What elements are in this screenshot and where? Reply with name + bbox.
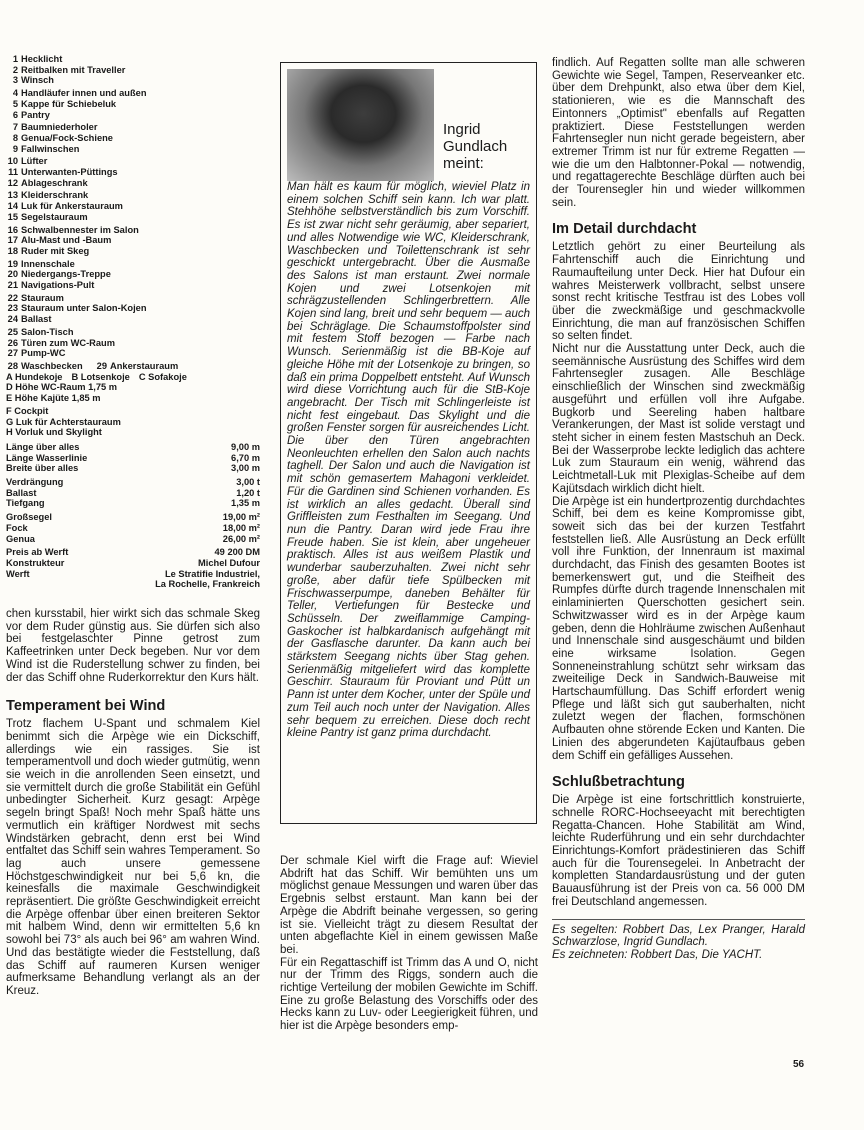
legend-number: 24 — [7, 314, 18, 325]
legend-number: 20 — [7, 269, 18, 280]
legend-group — [6, 190, 260, 222]
legend-number: 3 — [12, 75, 18, 86]
legend-number: 19 — [7, 258, 18, 269]
legend-letters-de: D Höhe WC-Raum 1,75 m E Höhe Kajüte 1,85 m — [6, 382, 118, 404]
legend-item — [6, 133, 260, 144]
legend-item — [6, 246, 260, 257]
spec-value: 9,00 m — [231, 441, 260, 452]
heading-temperament: Temperament bei Wind — [6, 698, 166, 715]
legend-item — [6, 348, 260, 359]
opinion-byline: Ingrid Gundlach meint: — [443, 121, 508, 172]
middle-p1: Der schmale Kiel wirft die Frage auf: Wieviel Abdrift hat das Schiff. Wir bemühten uns um möglichst genaue Messungen und waren über das Ergebnis selbst erstaunt. Man kann bei der Arpège die Abdrift beinahe vergessen, so gering ist sie. Vielleicht trägt zu diesem Resultat der unten abgeflachte Kiel in einem gewissen Maße bei. — [280, 855, 538, 956]
opinion-box — [280, 62, 537, 824]
legend-group — [6, 156, 260, 188]
legend-number: 6 — [12, 109, 18, 120]
legend — [6, 54, 260, 590]
legend-number: 17 — [7, 235, 18, 246]
spec-value: Le Stratifie Industriel, — [164, 568, 260, 579]
legend-label: Hecklicht — [21, 54, 63, 64]
legend-letters-fh: F Cockpit G Luk für Achterstauraum H Vorluk und Skylight — [6, 405, 121, 438]
middle-p2: Für ein Regattaschiff ist Trimm das A und O, nicht nur der Trimm des Riggs, sondern auch die richtige Verteilung der mobilen Gewichte im Schiff. Eine zu große Belastung des Vorschiffs oder des Hecks kann zu Luv- oder Leegierigkeit führen, und hier ist die Arpège besonders emp- — [280, 956, 538, 1033]
legend-group — [6, 293, 260, 325]
legend-number: 10 — [7, 156, 18, 167]
legend-label: Luk für Ankerstauraum — [21, 201, 123, 212]
spec-label: Ballast — [6, 487, 37, 498]
legend-label: Stauraum unter Salon-Kojen — [21, 303, 147, 314]
legend-number: 22 — [7, 292, 18, 303]
spec-value: 1,35 m — [231, 498, 260, 509]
legend-item — [6, 167, 260, 178]
right-p3: Die Arpège ist ein hundertprozentig durchdachtes Schiff, bei dem es keine Kompromisse gibt, soweit sich das bei der kurzen Testfahrt feststellen ließ. Alle Ausrüstung an Deck erfüllt voll ihre Funktion, der Innenraum ist maximal durchdacht, das Finish des gesamten Bootes ist bemerkenswert gut, und die Steifheit des Rumpfes dürfte durch tragende Innenschalen mit einlaminierten Querschotten gesichert sein. Schwitzwasser wird es in der Arpège kaum geben, denn die Hohlräume zwischen Außenhaut und Innenschale sind ausgeschäumt und bilden eine wirksame Isolation. Gegen Sonneneinstrahlung schützt sehr wirksam das zweiteilige Deck in Sandwich-Bauweise mit Hartschaumfüllung. Das Schiff erfordert wenig Pflege und läßt sich gut sauberhalten, nicht zuletzt wegen der flachen, formschönen Aufbauten ohne störende Ecken und Kanten. Die Linien des abgerundeten Kajütaufbaus geben dem Schiff ein gefälliges Aussehen. — [552, 495, 805, 762]
spec-row — [6, 477, 260, 488]
legend-item — [6, 269, 260, 280]
legend-number: 21 — [7, 280, 18, 291]
legend-label: Fallwinschen — [21, 143, 80, 154]
legend-group — [6, 225, 260, 257]
credits: Es segelten: Robbert Das, Lex Pranger, Harald Schwarzlose, Ingrid Gundlach. Es zeichneten: Robbert Das, Die YACHT. — [552, 919, 805, 962]
legend-number: 2 — [12, 64, 18, 75]
legend-number: 25 — [7, 326, 18, 337]
legend-group — [6, 327, 260, 359]
legend-groups — [6, 54, 260, 359]
legend-number: 14 — [7, 201, 18, 212]
right-p2: Nicht nur die Ausstattung unter Deck, auch die seemännische Ausrüstung des Schiffes wird dem Fahrtensegler zusagen. Alle Beschläge einschließlich der Winschen sind zweckmäßig ausgeführt und erfüllen voll ihre Aufgabe. Bugkorb und Seereling haben haltbare Verankerungen, der Mast ist solide verstagt und steht sicher in einem festen Mastschuh an Deck. Bei der Wasserprobe leckte lediglich das achtere Luk zum Stauraum ein wenig, während das Leichtmetall-Luk mit Plexiglas-Scheibe auf dem Kajütsdach wirklich dicht hielt. — [552, 343, 805, 495]
legend-item — [6, 338, 260, 349]
legend-number: 4 — [12, 88, 18, 99]
spec-label: Konstrukteur — [6, 557, 65, 568]
legend-item — [6, 110, 260, 121]
legend-label: Segelstauraum — [21, 211, 88, 222]
legend-label: Stauraum — [21, 292, 64, 303]
spec-row — [6, 512, 260, 523]
spec-value: Michel Dufour — [198, 557, 260, 568]
legend-number: 8 — [12, 132, 18, 143]
legend-label: Unterwanten-Püttings — [21, 167, 118, 178]
spec-label: Genua — [6, 533, 35, 544]
legend-item — [6, 99, 260, 110]
right-column — [552, 57, 805, 962]
right-intro: findlich. Auf Regatten sollte man alle schweren Gewichte wie Segel, Tampen, Reserveanker etc. über dem Drehpunkt, also etwa über dem Kiel, stationieren, wie es die Mannschaft des Eintonners „Optimist" ebenfalls auf Regatten praktiziert. Diese Feststellungen werden Fahrtensegler nun nicht gerade begeistern, aber extremer Trimm ist nur für extreme Regatten — wie die um den Halbtonner-Pokal — notwendig, und regattagerechte Beschläge dürften auch bei der Tourensegler hin und wieder willkommen sein. — [552, 57, 805, 209]
spec-value: 26,00 m² — [222, 533, 260, 544]
legend-label: Pump-WC — [21, 348, 66, 359]
spec-row — [6, 569, 260, 580]
legend-item — [6, 212, 260, 223]
heading-im-detail: Im Detail durchdacht — [552, 221, 697, 238]
heading-schlussbetrachtung: Schlußbetrachtung — [552, 774, 685, 791]
spec-label: Länge Wasserlinie — [6, 452, 88, 463]
legend-label: Lüfter — [21, 156, 48, 167]
legend-item — [6, 303, 260, 314]
legend-item — [6, 327, 260, 338]
spec-label: Länge über alles — [6, 441, 80, 452]
spec-value: 1,20 t — [236, 487, 260, 498]
legend-number: 23 — [7, 303, 18, 314]
middle-column — [280, 855, 538, 1033]
legend-item — [6, 280, 260, 291]
legend-label: Ballast — [21, 314, 52, 325]
spec-row — [6, 547, 260, 558]
legend-letters-abc: A Hundekoje B Lotsenkoje C Sofakoje — [6, 371, 187, 382]
spec-row — [6, 579, 260, 590]
opinion-text: Man hält es kaum für möglich, wieviel Platz in einem solchen Schiff sein kann. Ich war platt. Stehhöhe selbstverständlich bis zum Vorschiff. Es ist zwar nicht sehr geräumig, aber separiert, und alles Notwendige wie WC, Kleiderschrank, Waschbecken und Toilettenschrank ist sehr geschickt untergebracht. Über die Ausmaße des Salons ist man erstaunt. Zwei normale Kojen und zwei Lotsenkojen mit schrägzustellenden Schlingerbrettern. Alle Kojen sind lang, breit und sehr bequem — auch bei Schräglage. Die Schaumstoffpolster sind mit festem Stoff bezogen — Farbe nach Wunsch. Serienmäßig ist die BB-Koje auf gleiche Höhe mit der Lotsenkoje zu bringen, so daß ein prima Doppelbett entsteht. Auf Wunsch wird diese Vorrichtung auch für die StB-Koje angebracht. Der Tisch mit Schlingerleiste ist nicht fest eingebaut. Das Skylight und die großen Fenster sorgen für ausreichendes Licht. Die über den Türen angebrachten Neonleuchten erhellen den Salon auch nachts taghell. Der Salon und auch die Navigation ist mit schön gemasertem Mahagoni verkleidet. Für die Gardinen sind Schienen vorhanden. Es ist wirklich an alles gedacht. Überall sind Griffleisten zum Festhalten im Seegang. Und nun die Pantry. Daran wird jede Frau ihre Freude haben. Sie ist klein, aber ungeheuer praktisch. Alles ist aus weißem Plastik und wunderbar sauberzuhalten. Zwei nicht sehr große, aber dafür tiefe Spülbecken mit Frischwasserpumpe, daneben Behälter für Teller, Vertiefungen für Bestecke und Schüsseln. Der zweiflammige Camping-Gaskocher ist halbkardanisch aufgehängt mit der Gasflasche darunter. Da kann auch bei stärkstem Seegang nichts über Stag gehen. Serienmäßig mitgeliefert wird das komplette Geschirr. Stauraum für Proviant und Pütt un Pann ist unter dem Kocher, unter der Spüle und zum Teil auch noch unter der Navigation. Alles sehr bequem zu erreichen. Diese doch recht kleine Pantry ist ganz prima durchdacht. — [287, 181, 530, 740]
left-body: Trotz flachem U-Spant und schmalem Kiel benimmt sich die Arpège wie ein Dickschiff, allerdings wie ein rassiges. Sie ist temperamentvoll und doch wieder gutmütig, wenn sie weich in die anrollenden Seen einsetzt, und sie vermittelt durch die große Stabilität ein Gefühl unbedingter Sicherheit. Kurz gesagt: Arpège segeln bringt Spaß! Noch mehr Spaß hätte uns vermutlich ein kräftiger Nordwest mit sechs Windstärken gebracht, denn erst bei Wind entfaltet das Schiff sein wahres Temperament. So lag auch unsere gemessene Höchstgeschwindigkeit nur bei 5,6 kn, die keinesfalls die maximale Geschwindigkeit repräsentiert. Die größte Geschwindigkeit erreicht die Arpège offenbar über einen breiteren Sektor mit halbem Wind, denn wir ermittelten 5,6 kn sowohl bei 73° als auch bei 96° am wahren Wind. Und das bestätigte wieder die Feststellung, daß das Schiff auf raumeren Kursen weniger aufmerksame Behandlung verlangt als an der Kreuz. — [6, 718, 260, 997]
spec-label: Werft — [6, 568, 30, 579]
legend-item — [6, 293, 260, 304]
spec-row — [6, 534, 260, 545]
legend-label: Navigations-Pult — [21, 280, 95, 291]
legend-label: Ablageschrank — [21, 177, 88, 188]
legend-label: Baumniederholer — [21, 122, 98, 133]
spec-label: Fock — [6, 522, 28, 533]
right-p4: Die Arpège ist eine fortschrittlich konstruierte, schnelle RORC-Hochseeyacht mit berechtigten Regatta-Chancen. Hohe Stabilität am Wind, leichte Ruderführung und ein sehr durchdachter Einrichtungs-Komfort prädestinieren das Schiff auch für die Tourensegelei. In Anbetracht der kompletten Standardausrüstung und der guten Bauausführung ist der Preis von ca. 56 000 DM frei Deutschland angemessen. — [552, 794, 805, 908]
spec-label: Breite über alles — [6, 463, 79, 474]
legend-item — [6, 259, 260, 270]
legend-number: 18 — [7, 245, 18, 256]
legend-label: Niedergangs-Treppe — [21, 269, 111, 280]
spec-value: 3,00 t — [236, 477, 260, 488]
spec-row — [6, 463, 260, 474]
legend-number: 11 — [8, 167, 18, 178]
legend-item — [6, 225, 260, 236]
spec-row — [6, 488, 260, 499]
legend-item — [6, 122, 260, 133]
spec-label: Verdrängung — [6, 477, 64, 488]
legend-group — [6, 122, 260, 154]
right-p1: Letztlich gehört zu einer Beurteilung als Fahrtenschiff auch die Einrichtung und Raumaufteilung unter Deck. Hier hat Dufour ein wahres Meisterwerk vollbracht, selbst unsere sonst recht kritische Testfrau ist des Lobes voll über die zweckmäßige und geschmackvolle Einrichtung, die man auf französischen Schiffen so selten findet. — [552, 241, 805, 343]
legend-row-28: 28 Waschbecken 29 Ankerstauraum — [7, 360, 179, 371]
legend-item — [6, 144, 260, 155]
spec-row — [6, 558, 260, 569]
spec-value: 6,70 m — [231, 452, 260, 463]
legend-number: 13 — [7, 190, 18, 201]
spec-value: 3,00 m — [231, 463, 260, 474]
spec-value: 49 200 DM — [214, 547, 260, 558]
legend-number: 5 — [12, 98, 18, 109]
legend-item — [6, 235, 260, 246]
legend-group — [6, 54, 260, 86]
legend-label: Innenschale — [21, 258, 75, 269]
spec-label: Preis ab Werft — [6, 547, 69, 558]
spec-label: Großsegel — [6, 512, 52, 523]
legend-label: Kleiderschrank — [21, 190, 89, 201]
legend-label: Ruder mit Skeg — [21, 245, 90, 256]
legend-label: Kappe für Schiebeluk — [21, 98, 117, 109]
legend-label: Winsch — [21, 75, 54, 86]
left-column — [6, 608, 260, 998]
legend-number: 26 — [7, 337, 18, 348]
legend-label: Schwalbennester im Salon — [21, 224, 139, 235]
legend-label: Handläufer innen und außen — [21, 88, 147, 99]
legend-label: Salon-Tisch — [21, 326, 74, 337]
page-number: 56 — [793, 1059, 805, 1070]
legend-label: Alu-Mast und -Baum — [21, 235, 112, 246]
spec-row — [6, 523, 260, 534]
spec-row — [6, 442, 260, 453]
left-intro: chen kursstabil, hier wirkt sich das schmale Skeg vor dem Ruder günstig aus. Sie dürfen sich also bei festgelaschter Pinne getrost zum Kaffeetrinken unter Deck begeben. Nur vor dem Wind ist die Ruderstellung schwer zu finden, bei der das Schiff ohne Ruderkorrektur den Kurs hält. — [6, 608, 260, 684]
legend-number: 15 — [7, 211, 18, 222]
legend-group — [6, 259, 260, 291]
portrait-photo — [287, 69, 434, 181]
legend-number: 9 — [12, 143, 18, 154]
legend-label: Pantry — [21, 109, 50, 120]
legend-label: Reitbalken mit Traveller — [21, 64, 126, 75]
spec-value: La Rochelle, Frankreich — [155, 579, 260, 590]
legend-item — [6, 88, 260, 99]
legend-item — [6, 178, 260, 189]
spec-row — [6, 453, 260, 464]
spec-row — [6, 498, 260, 509]
legend-number: 16 — [7, 224, 18, 235]
spec-value: 19,00 m² — [222, 512, 260, 523]
legend-group — [6, 88, 260, 120]
legend-number: 27 — [7, 348, 18, 359]
legend-item — [6, 65, 260, 76]
legend-label: Genua/Fock-Schiene — [21, 132, 113, 143]
legend-item — [6, 190, 260, 201]
legend-item — [6, 75, 260, 86]
spec-label: Tiefgang — [6, 498, 45, 509]
legend-item — [6, 314, 260, 325]
legend-item — [6, 201, 260, 212]
legend-item — [6, 54, 260, 65]
legend-number: 1 — [12, 54, 18, 64]
spec-table — [6, 442, 260, 590]
spec-value: 18,00 m² — [222, 522, 260, 533]
legend-number: 12 — [7, 177, 18, 188]
legend-number: 7 — [12, 122, 18, 133]
legend-item — [6, 156, 260, 167]
legend-label: Türen zum WC-Raum — [21, 337, 115, 348]
